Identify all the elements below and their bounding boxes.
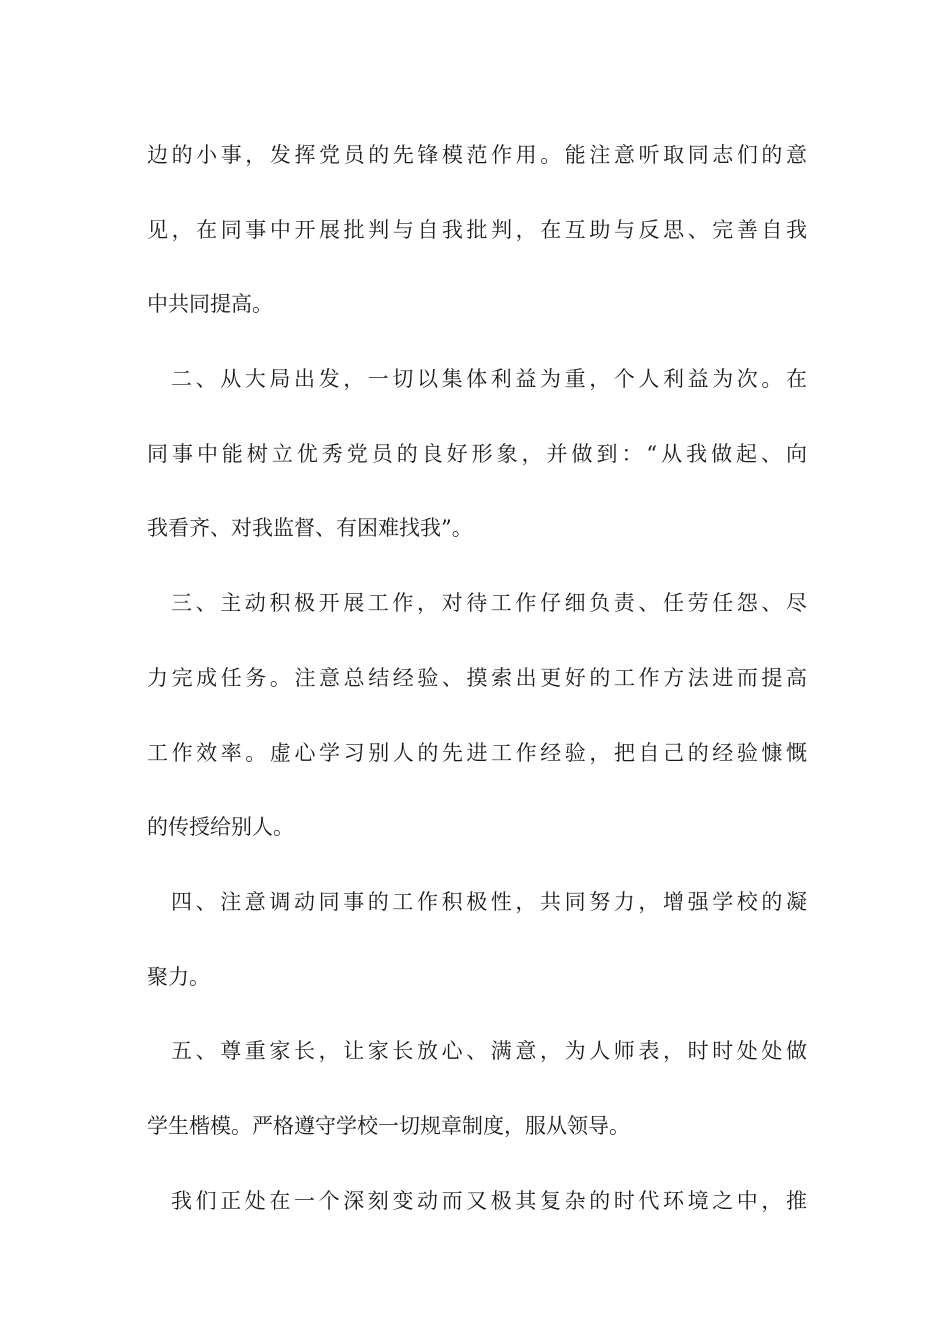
text-line: 四、注意调动同事的工作积极性，共同努力，增强学校的凝 <box>171 889 807 914</box>
text-line: 聚力。 <box>147 964 210 989</box>
document-body <box>147 134 807 1254</box>
text-line: 力完成任务。注意总结经验、摸索出更好的工作方法进而提高 <box>147 665 807 690</box>
text-line: 边的小事，发挥党员的先锋模范作用。能注意听取同志们的意 <box>147 143 807 167</box>
text-line: 工作效率。虚心学习别人的先进工作经验，把自己的经验慷慨 <box>147 740 807 765</box>
text-line: 中共同提高。 <box>147 292 273 317</box>
text-line: 同事中能树立优秀党员的良好形象，并做到：“从我做起、向 <box>147 441 807 466</box>
text-line: 的传授给别人。 <box>147 815 294 840</box>
text-line: 见，在同事中开展批判与自我批判，在互助与反思、完善自我 <box>147 217 807 242</box>
text-line: 三、主动积极开展工作，对待工作仔细负责、任劳任怨、尽 <box>171 591 807 616</box>
text-line: 二、从大局出发，一切以集体利益为重，个人利益为次。在 <box>171 367 807 392</box>
text-line: 我们正处在一个深刻变动而又极其复杂的时代环境之中，推 <box>171 1188 807 1213</box>
text-line: 学生楷模。严格遵守学校一切规章制度，服从领导。 <box>147 1113 630 1138</box>
text-line: 我看齐、对我监督、有困难找我”。 <box>147 516 473 541</box>
text-line: 五、尊重家长，让家长放心、满意，为人师表，时时处处做 <box>171 1039 807 1064</box>
